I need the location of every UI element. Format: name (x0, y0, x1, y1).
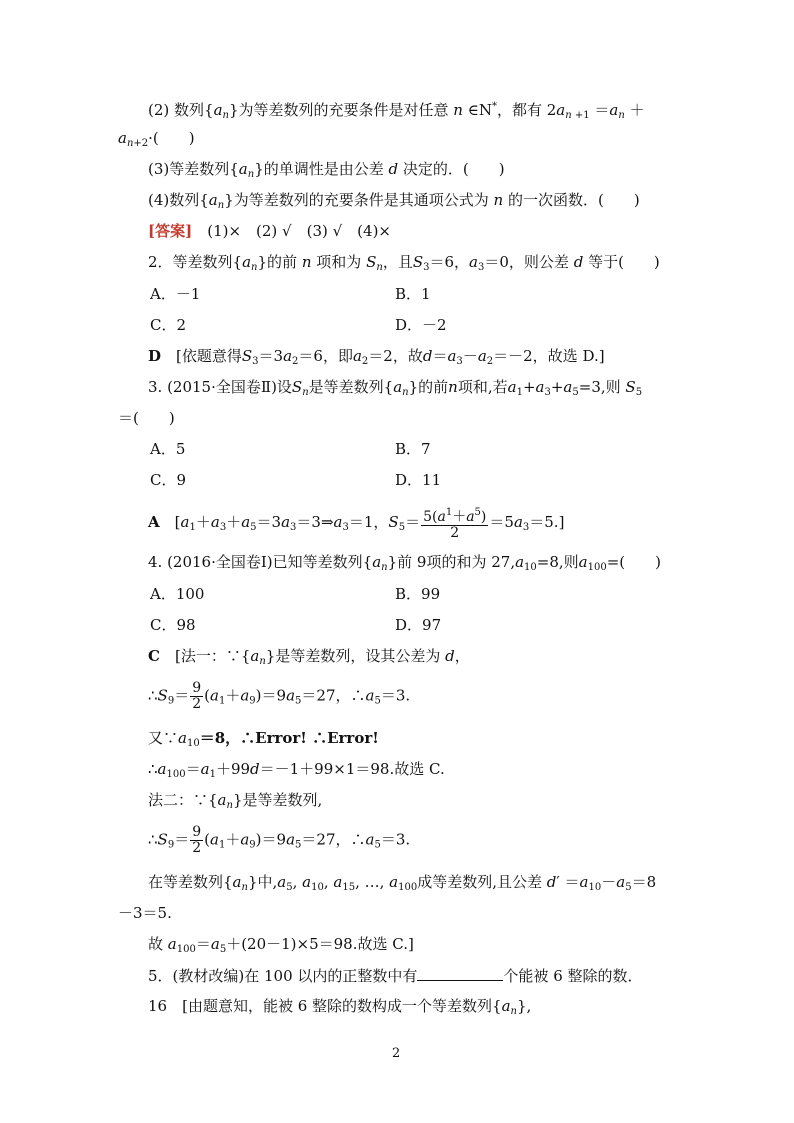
q3-fraction: $\frac{5(a^1+a^5)}{2}$ (423, 507, 487, 541)
answer-line: [答案] (1)× (2) √ (3) √ (4)× (148, 222, 391, 240)
q3-option-a: A．5 (150, 440, 186, 458)
q4-option-c: C．98 (150, 616, 196, 634)
q2-option-b: B．1 (395, 285, 431, 303)
q4-fraction-1: $\frac{9}{2}$ (192, 680, 202, 712)
page-number: 2 (392, 1046, 401, 1061)
question-4-seq-line-end: －3＝5. (118, 904, 172, 922)
question-4-error-line: 又$\because a_{10}=8$，∴Error! ∴Error! (148, 729, 379, 749)
item-2-line-1: (2) 数列$\{a_n\}$为等差数列的充要条件是对任意 n ∈N*，都有 $2a_{n +1} =a_n$ ＋ (148, 101, 645, 121)
question-2-solution: D [依题意得$S_3=3a_2=6$，即$a_2=2$，故$d=a_3-a_2=-2$，故选 D.] (148, 347, 605, 367)
q3-option-b: B．7 (395, 440, 431, 458)
question-4-a100-line: $\therefore a_{100}=a_1+99d=-1+99\times 1=98$.故选 C. (148, 760, 445, 780)
q2-option-a: A．－1 (150, 285, 201, 303)
question-4-method-1: C [法一：$\because\{a_n\}$是等差数列，设其公差为 d， (148, 647, 470, 667)
q2-option-c: C．2 (150, 316, 187, 334)
question-3-solution: A [$a_1+a_3+a_5=3a_3=3\Rightarrow a_3=1$，$S_5=$ $\frac{5(a^1+a^5)}{2}$ $=5a_3=5$.] (148, 507, 565, 541)
item-4: (4)数列$\{a_n\}$为等差数列的充要条件是其通项公式为 n 的一次函数．( ) (148, 191, 640, 211)
question-4-s9-line-1: $\therefore S_9=$ $\frac{9}{2}$ $(a_1+a_9)=9a_5=27$，$\therefore a_5=3$. (148, 680, 411, 712)
q2-option-d: D．－2 (395, 316, 447, 334)
question-4-method-2: 法二：$\because\{a_n\}$是等差数列, (148, 791, 323, 811)
answer-label: [答案] (148, 222, 193, 240)
answer-blank[interactable] (417, 966, 503, 981)
question-2-stem: 2．等差数列$\{a_n\}$的前 n 项和为 $S_n$，且$S_3=6$，$a_3=0$，则公差 d 等于( ) (148, 253, 660, 273)
item-2-line-2: $a_{n+2}\cdot$( ) (118, 129, 195, 149)
q4-fraction-2: $\frac{9}{2}$ (192, 824, 202, 856)
question-3-stem: 3. (2015·全国卷Ⅱ)设$S_n$是等差数列$\{a_n\}$的前n项和,若$a_1+a_3+a_5=3$,则 $S_5$ (148, 378, 643, 398)
q3-option-c: C．9 (150, 471, 187, 489)
item-3: (3)等差数列$\{a_n\}$的单调性是由公差 d 决定的．( ) (148, 160, 505, 180)
q4-option-b: B．99 (395, 585, 441, 603)
question-3-stem-end: ＝( ) (118, 409, 175, 427)
question-5-solution: 16 [由题意知，能被 6 整除的数构成一个等差数列$\{a_n\}$, (148, 997, 532, 1017)
q3-option-d: D．11 (395, 471, 442, 489)
question-4-stem: 4. (2016·全国卷Ⅰ)已知等差数列$\{a_n\}$前 9项的和为 $27,a_{10}=8$,则$a_{100}=$( ) (148, 553, 661, 573)
question-4-s9-line-2: $\therefore S_9=$ $\frac{9}{2}$ $(a_1+a_9)=9a_5=27$，$\therefore a_5=3$. (148, 824, 411, 856)
q4-option-d: D．97 (395, 616, 442, 634)
q4-option-a: A．100 (150, 585, 205, 603)
question-4-seq-line: 在等差数列$\{a_n\}$中$,a_5$, $a_{10}$, $a_{15}$, …, $a_{100}$成等差数列,且公差 $d' =a_{10}-a_5=8$ (148, 873, 657, 893)
question-5-stem: 5．(教材改编)在 100 以内的正整数中有 个能被 6 整除的数． (148, 967, 643, 985)
question-4-final-line: 故 $a_{100}=a_5+(20-1)\times 5=98$.故选 C.] (148, 935, 414, 955)
